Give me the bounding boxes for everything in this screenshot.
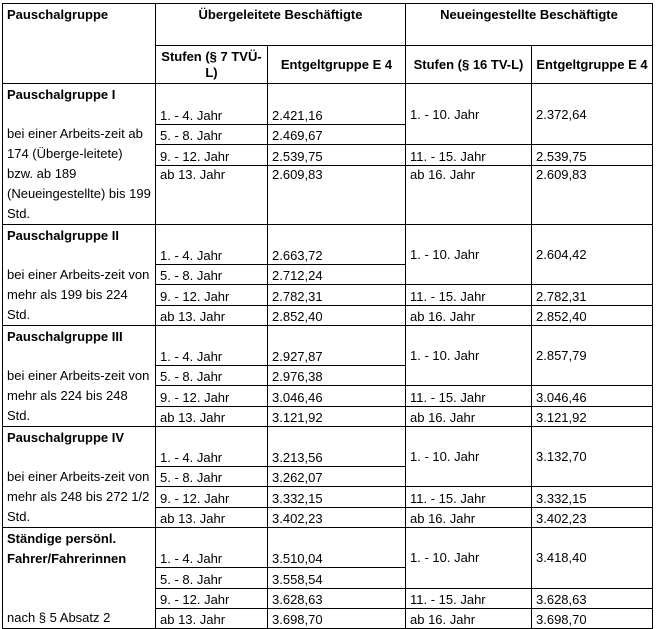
stufe-uebergeleitet-cell: ab 13. Jahr xyxy=(156,608,268,628)
stufe-uebergeleitet-cell: 9. - 12. Jahr xyxy=(156,588,268,608)
stufe-uebergeleitet-cell: 1. - 4. Jahr xyxy=(156,528,268,568)
entgelt-uebergeleitet-cell: 2.852,40 xyxy=(268,305,406,325)
entgelt-uebergeleitet-cell: 3.332,15 xyxy=(268,487,406,507)
group-label-cell xyxy=(3,225,156,326)
entgelt-uebergeleitet-cell: 2.712,24 xyxy=(268,264,406,284)
group-description: bei einer Arbeits-zeit von mehr als 224 bis 248 Std. xyxy=(7,368,150,423)
group-title: Pauschalgruppe III xyxy=(7,329,123,344)
entgelt-neu-cell: 2.857,79 xyxy=(532,326,653,386)
group-description: bei einer Arbeits-zeit von mehr als 248 bis 272 1/2 Std. xyxy=(7,469,150,524)
stufe-neu-cell: 1. - 10. Jahr xyxy=(406,326,532,386)
group-label-cell xyxy=(3,528,156,629)
group-label-cell xyxy=(3,84,156,225)
entgelt-uebergeleitet-cell: 3.510,04 xyxy=(268,528,406,568)
entgelt-neu-cell: 3.132,70 xyxy=(532,427,653,487)
stufe-neu-cell: 11. - 15. Jahr xyxy=(406,285,532,305)
header-stufen-tvl: Stufen (§ 16 TV-L) xyxy=(406,46,532,84)
entgelt-neu-cell: 2.782,31 xyxy=(532,285,653,305)
table-row xyxy=(3,326,653,366)
entgelt-uebergeleitet-cell: 3.698,70 xyxy=(268,608,406,628)
entgelt-neu-cell: 3.121,92 xyxy=(532,406,653,426)
stufe-neu-cell: 1. - 10. Jahr xyxy=(406,427,532,487)
entgelt-uebergeleitet-cell: 2.421,16 xyxy=(268,84,406,125)
group-label-cell xyxy=(3,427,156,528)
group-title: Ständige persönl. Fahrer/Fahrerinnen xyxy=(7,531,127,566)
stufe-neu-cell: ab 16. Jahr xyxy=(406,165,532,224)
table-row xyxy=(3,528,653,568)
stufe-uebergeleitet-cell: ab 13. Jahr xyxy=(156,507,268,527)
table-row xyxy=(3,84,653,125)
stufe-neu-cell: ab 16. Jahr xyxy=(406,305,532,325)
stufe-neu-cell: 11. - 15. Jahr xyxy=(406,487,532,507)
group-title: Pauschalgruppe IV xyxy=(7,430,125,445)
entgelt-uebergeleitet-cell: 2.609,83 xyxy=(268,165,406,224)
entgelt-neu-cell: 2.852,40 xyxy=(532,305,653,325)
stufe-uebergeleitet-cell: 9. - 12. Jahr xyxy=(156,145,268,165)
stufe-neu-cell: 11. - 15. Jahr xyxy=(406,145,532,165)
stufe-uebergeleitet-cell: 5. - 8. Jahr xyxy=(156,264,268,284)
entgelt-uebergeleitet-cell: 2.782,31 xyxy=(268,285,406,305)
stufe-uebergeleitet-cell: 5. - 8. Jahr xyxy=(156,568,268,588)
entgelt-neu-cell: 2.609,83 xyxy=(532,165,653,224)
stufe-uebergeleitet-cell: 5. - 8. Jahr xyxy=(156,365,268,385)
stufe-neu-cell: 1. - 10. Jahr xyxy=(406,528,532,589)
stufe-uebergeleitet-cell: 5. - 8. Jahr xyxy=(156,124,268,144)
group-title: Pauschalgruppe I xyxy=(7,87,116,102)
entgelt-neu-cell: 2.372,64 xyxy=(532,84,653,145)
stufe-neu-cell: 11. - 15. Jahr xyxy=(406,588,532,608)
stufe-neu-cell: 1. - 10. Jahr xyxy=(406,225,532,285)
entgelt-uebergeleitet-cell: 3.262,07 xyxy=(268,466,406,486)
group-label-cell xyxy=(3,326,156,427)
header-entgelt-uebergeleitet: Entgeltgruppe E 4 xyxy=(268,46,406,84)
entgelt-uebergeleitet-cell: 3.213,56 xyxy=(268,427,406,467)
entgelt-neu-cell: 3.402,23 xyxy=(532,507,653,527)
stufe-uebergeleitet-cell: 5. - 8. Jahr xyxy=(156,466,268,486)
stufe-uebergeleitet-cell: ab 13. Jahr xyxy=(156,305,268,325)
entgelt-neu-cell: 3.698,70 xyxy=(532,608,653,628)
entgelt-uebergeleitet-cell: 2.469,67 xyxy=(268,124,406,144)
stufe-neu-cell: 11. - 15. Jahr xyxy=(406,386,532,406)
pay-table xyxy=(2,3,653,629)
entgelt-neu-cell: 3.332,15 xyxy=(532,487,653,507)
stufe-uebergeleitet-cell: 1. - 4. Jahr xyxy=(156,84,268,125)
entgelt-uebergeleitet-cell: 2.663,72 xyxy=(268,225,406,265)
group-description: bei einer Arbeits-zeit von mehr als 199 bis 224 Std. xyxy=(7,267,150,322)
stufe-uebergeleitet-cell: ab 13. Jahr xyxy=(156,165,268,224)
stufe-uebergeleitet-cell: 9. - 12. Jahr xyxy=(156,386,268,406)
entgelt-uebergeleitet-cell: 3.628,63 xyxy=(268,588,406,608)
stufe-uebergeleitet-cell: 1. - 4. Jahr xyxy=(156,326,268,366)
group-title: Pauschalgruppe II xyxy=(7,228,119,243)
table-row xyxy=(3,427,653,467)
entgelt-neu-cell: 3.628,63 xyxy=(532,588,653,608)
stufe-uebergeleitet-cell: 9. - 12. Jahr xyxy=(156,285,268,305)
table-row xyxy=(3,225,653,265)
entgelt-uebergeleitet-cell: 3.121,92 xyxy=(268,406,406,426)
stufe-uebergeleitet-cell: 1. - 4. Jahr xyxy=(156,427,268,467)
stufe-uebergeleitet-cell: ab 13. Jahr xyxy=(156,406,268,426)
stufe-uebergeleitet-cell: 1. - 4. Jahr xyxy=(156,225,268,265)
header-pauschalgruppe: Pauschalgruppe xyxy=(3,4,156,84)
entgelt-neu-cell: 2.604,42 xyxy=(532,225,653,285)
group-description: nach § 5 Absatz 2 xyxy=(7,610,111,625)
entgelt-uebergeleitet-cell: 2.976,38 xyxy=(268,365,406,385)
group-description: bei einer Arbeits-zeit ab 174 (Überge-leitete) bzw. ab 189 (Neueingestellte) bis 199 Std. xyxy=(7,126,151,221)
entgelt-neu-cell: 3.418,40 xyxy=(532,528,653,589)
stufe-neu-cell: ab 16. Jahr xyxy=(406,507,532,527)
entgelt-uebergeleitet-cell: 3.046,46 xyxy=(268,386,406,406)
entgelt-neu-cell: 3.046,46 xyxy=(532,386,653,406)
entgelt-uebergeleitet-cell: 3.402,23 xyxy=(268,507,406,527)
entgelt-neu-cell: 2.539,75 xyxy=(532,145,653,165)
header-neueingestellte: Neueingestellte Beschäftigte xyxy=(406,4,653,46)
entgelt-uebergeleitet-cell: 2.927,87 xyxy=(268,326,406,366)
header-uebergeleitete: Übergeleitete Beschäftigte xyxy=(156,4,406,46)
entgelt-uebergeleitet-cell: 2.539,75 xyxy=(268,145,406,165)
table-body xyxy=(3,84,653,629)
stufe-neu-cell: 1. - 10. Jahr xyxy=(406,84,532,145)
header-entgelt-neu: Entgeltgruppe E 4 xyxy=(532,46,653,84)
header-stufen-tvue: Stufen (§ 7 TVÜ-L) xyxy=(156,46,268,84)
stufe-neu-cell: ab 16. Jahr xyxy=(406,406,532,426)
stufe-uebergeleitet-cell: 9. - 12. Jahr xyxy=(156,487,268,507)
stufe-neu-cell: ab 16. Jahr xyxy=(406,608,532,628)
entgelt-uebergeleitet-cell: 3.558,54 xyxy=(268,568,406,588)
